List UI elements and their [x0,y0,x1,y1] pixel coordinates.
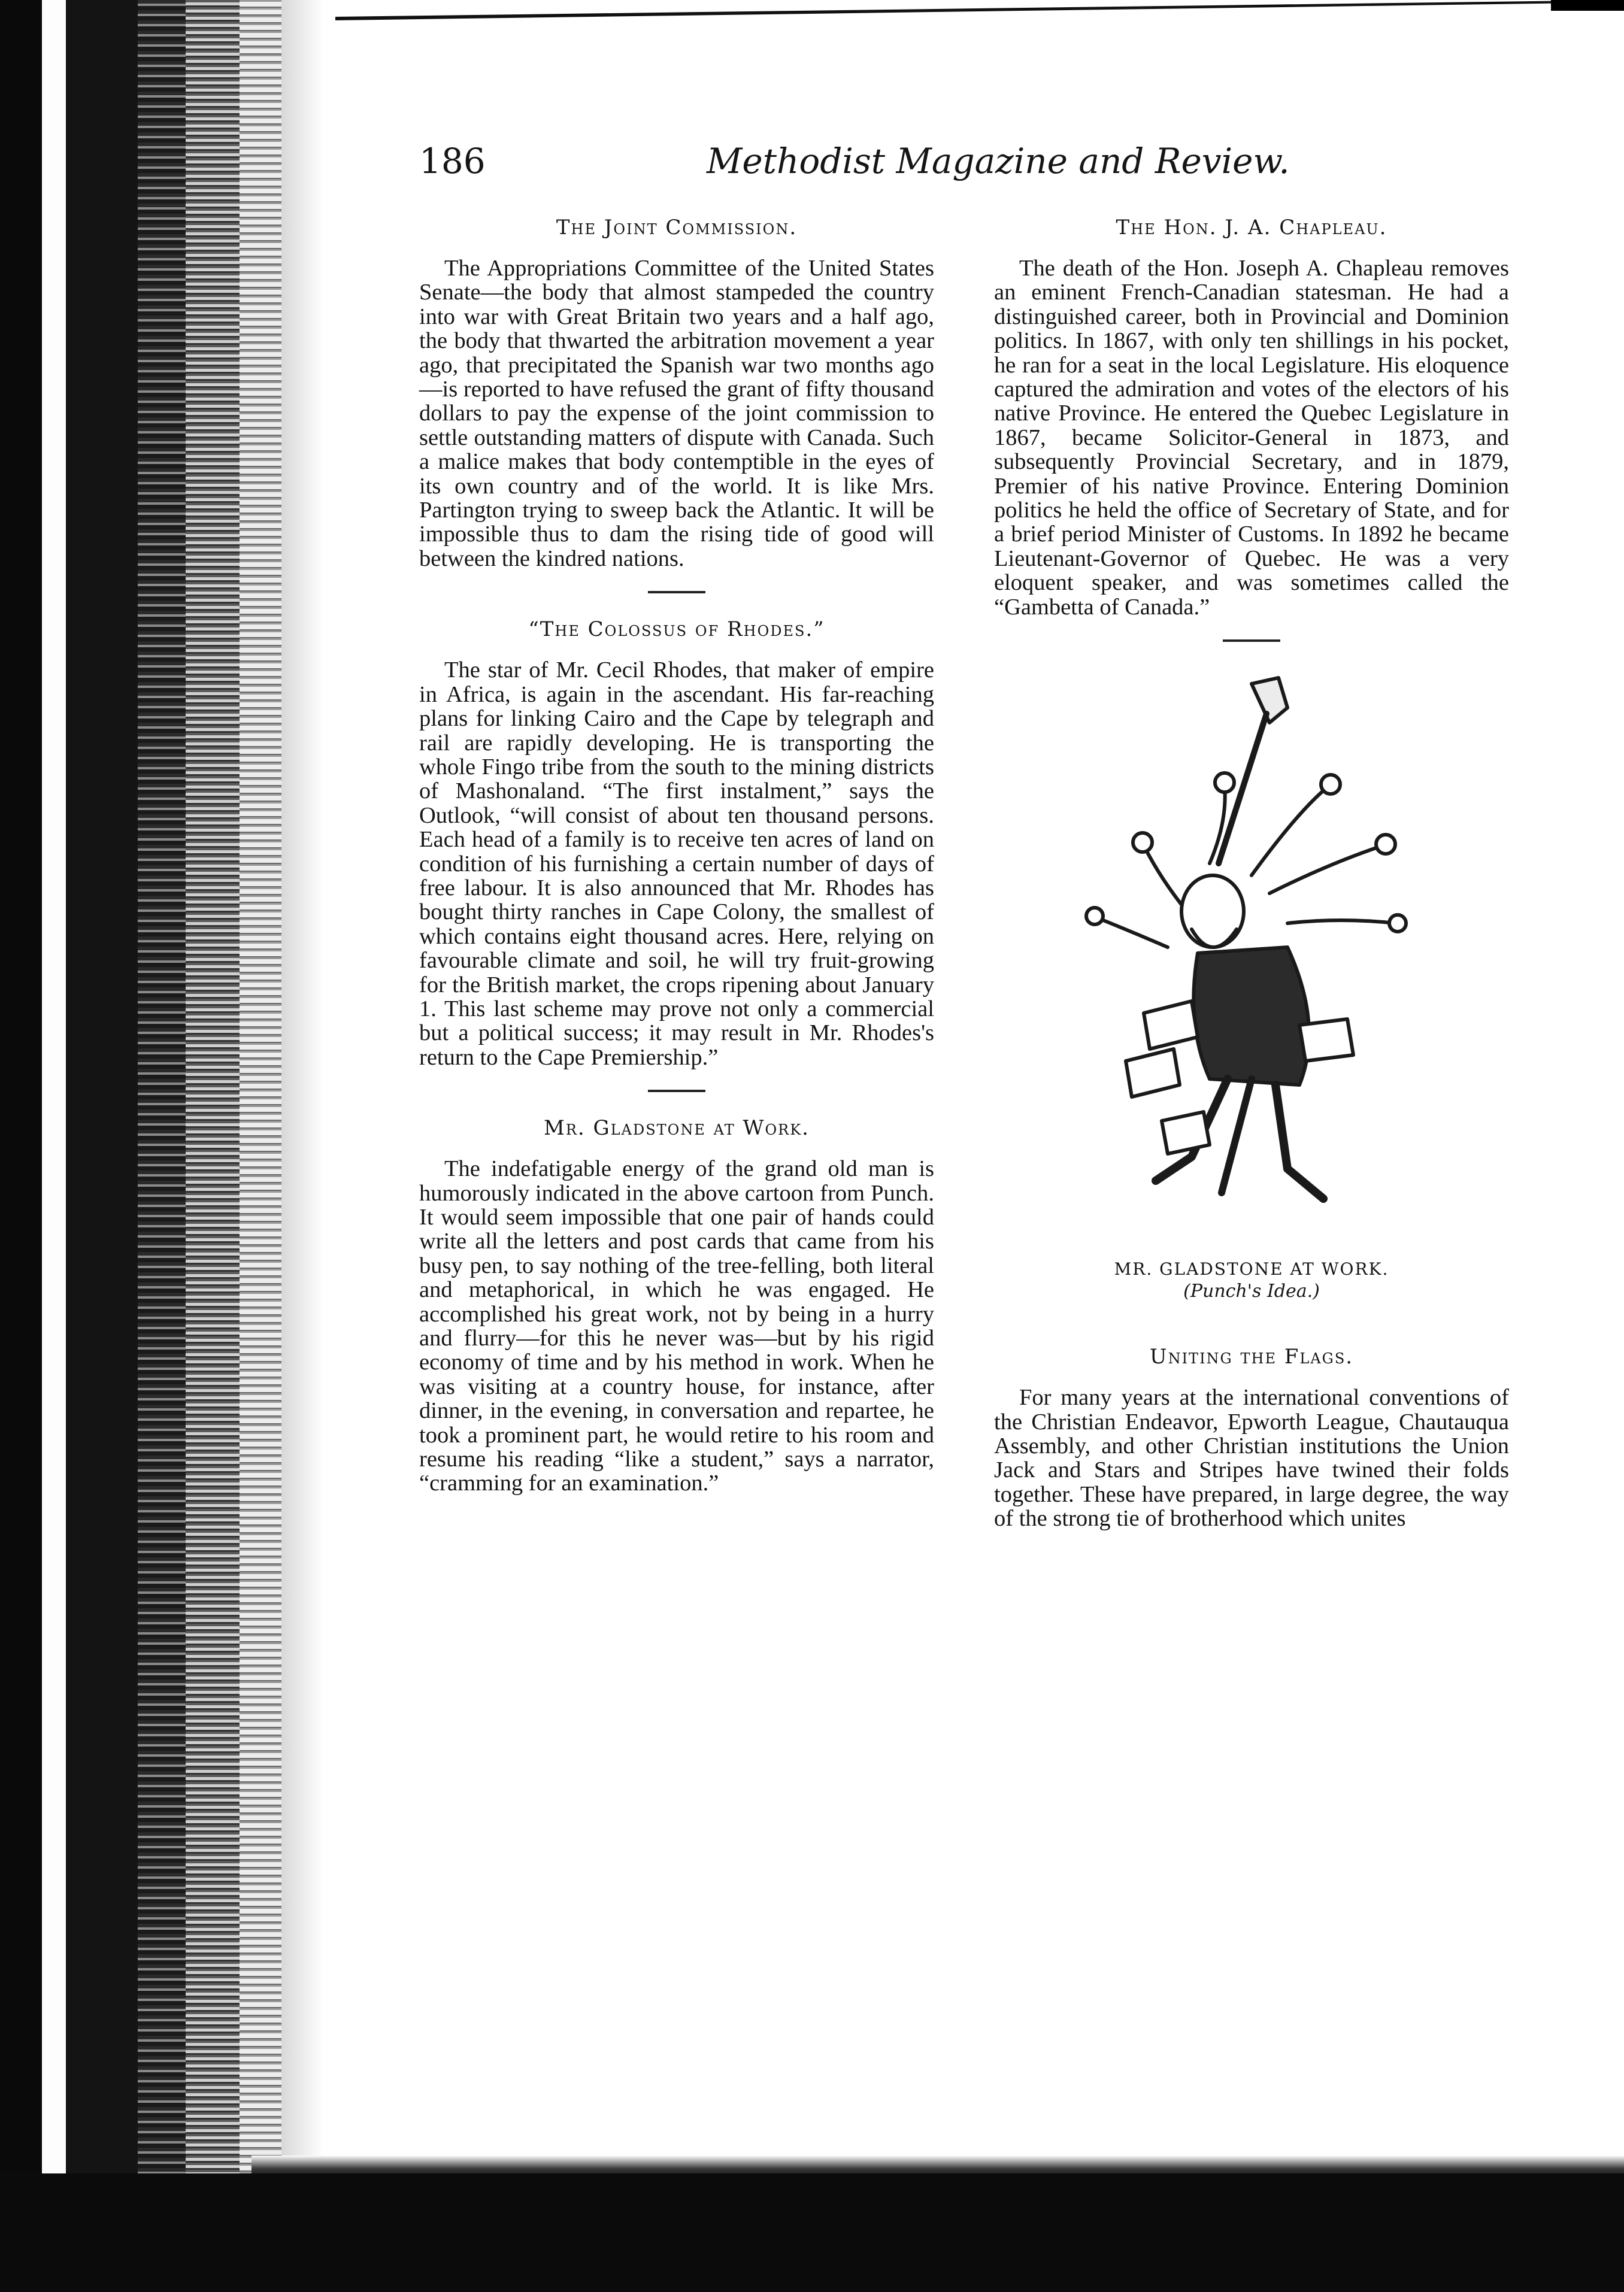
cartoon-caption: MR. GLADSTONE AT WORK. [1114,1259,1389,1280]
page-number: 186 [419,141,486,181]
article-joint-commission: The Appropriations Committee of the United States Senate—the body that almost stampeded the country into war with Great Britain two years and a half ago, the body that thwarted the arbitration movement a year ago, that precipitated the Spanish war two months ago—is reported to have refused the grant of fifty thousand dollars to pay the expense of the joint commission to settle outstanding matters of dispute with Canada. Such a malice makes that body contemptible in the eyes of its own country and of the world. It is like Mrs. Partington trying to sweep back the Atlantic. It will be impossible thus to dam the rising tide of good will between the kindred nations. [419,256,934,571]
page [419,138,1509,2161]
heading-joint-commission: The Joint Commission. [556,216,798,239]
page-header [419,138,1509,192]
article-colossus: The star of Mr. Cecil Rhodes, that maker of empire in Africa, is again in the ascendant. His far-reaching plans for linking Cairo and the Cape by telegraph and rail are rapidly developing. He is transporting the whole Fingo tribe from the south to the mining districts of Mashonaland. “The first instalment,” says the Outlook, “will consist of about ten thousand persons. Each head of a family is to receive ten acres of land on condition of his furnishing a certain number of days of free labour. It is also announced that Mr. Rhodes has bought thirty ranches in Cape Colony, the smallest of which contains eight thousand acres. Here, relying on favourable climate and soil, he will try fruit-growing for the British market, the crops ripening about January 1. This last scheme may prove not only a commercial but a political success; it may result in Mr. Rhodes's return to the Cape Premiership.” [419,657,934,1070]
separator-rule [1223,639,1280,642]
right-column [994,216,1509,1531]
scan-top-edge [335,0,1624,24]
heading-colossus: “The Colossus of Rhodes.” [528,617,825,642]
article-uniting-flags: For many years at the international conventions of the Christian Endeavor, Epworth League, Chautauqua Assembly, and other Christian institutions the Union Jack and Stars and Stripes have twined their folds together. These have prepared, in large degree, the way of the strong tie of brotherhood which unites [994,1385,1509,1532]
separator-rule [648,1090,705,1092]
heading-gladstone: Mr. Gladstone at Work. [544,1116,810,1141]
left-column [419,216,934,1496]
running-title: Methodist Magazine and Review. [707,141,1290,181]
heading-uniting-flags: Uniting the Flags. [1149,1345,1354,1369]
cartoon-credit: (Punch's Idea.) [1183,1281,1320,1302]
heading-chapleau: The Hon. J. A. Chapleau. [1116,216,1387,239]
article-chapleau: The death of the Hon. Joseph A. Chapleau removes an eminent French-Canadian statesman. He had a distinguished career, both in Provincial and Dominion politics. In 1867, with only ten shillings in his pocket, he ran for a seat in the local Legislature. His eloquence captured the admiration and votes of the electors of his native Province. He entered the Quebec Legislature in 1867, became Solicitor-General in 1873, and subsequently Provincial Secretary, and in 1879, Premier of his native Province. Entering Dominion politics he held the office of Secretary of State, and for a brief period Minister of Customs. In 1892 he became Lieutenant-Governor of Quebec. He was a very eloquent speaker, and was sometimes called the “Gambetta of Canada.” [994,256,1509,620]
scan-binding-edge [0,0,323,2292]
gladstone-cartoon-illustration [1072,666,1431,1229]
article-gladstone: The indefatigable energy of the grand old man is humorously indicated in the above cartoon from Punch. It would seem impossible that one pair of hands could write all the letters and post cards that came from his busy pen, to say nothing of the tree-felling, both literal and metaphorical, in which he was engaged. He accomplished his great work, not by being in a hurry and flurry—for this he never was—but by his rigid economy of time and by his method in work. When he was visiting at a country house, for instance, after dinner, in the evening, in conversation and repartee, he took a prominent part, he would retire to his room and resume his reading “like a student,” says a narrator, “cramming for an examination.” [419,1156,934,1496]
separator-rule [648,591,705,593]
scan-bottom-edge [0,2173,1624,2292]
